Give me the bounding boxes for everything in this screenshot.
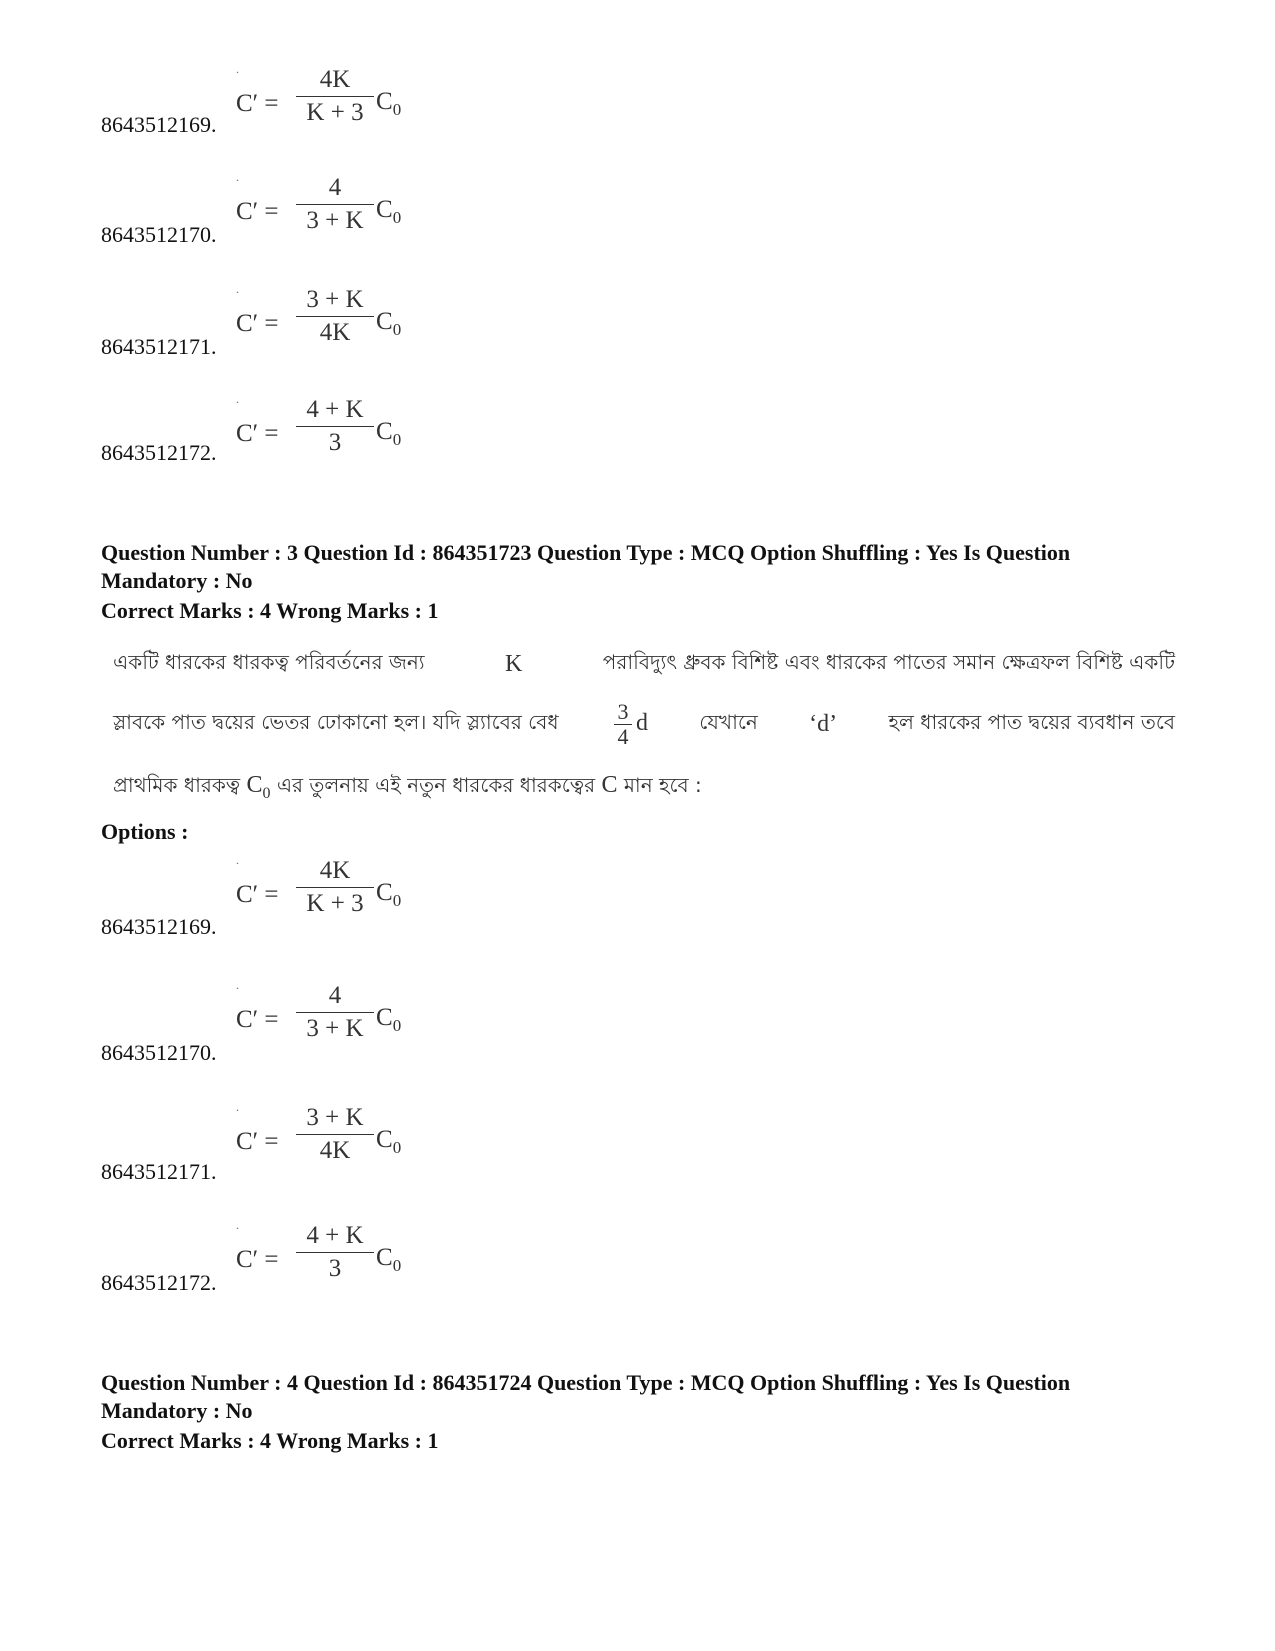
question-3-marks: Correct Marks : 4 Wrong Marks : 1: [101, 598, 439, 623]
question-text-line: একটি ধারকের ধারকত্ব পরিবর্তনের জন্য K পরাবিদ্যুৎ ধ্রুবক বিশিষ্ট এবং ধারকের পাতের সমান ক্ষেত্রফল বিশিষ্ট একটি: [113, 650, 1175, 677]
question-3-header: Question Number : 3 Question Id : 864351723 Question Type : MCQ Option Shuffling : Yes Is Question Mandatory : No: [101, 540, 1071, 593]
fraction: 4K K + 3: [296, 855, 374, 920]
option-formula: . C′ = 4K K + 3 $C_0$: [236, 853, 436, 931]
option-formula: . C′ = 4 3 + K $C_0$: [236, 978, 436, 1056]
option-id: 8643512172.: [101, 1270, 217, 1295]
fraction: 4 3 + K: [296, 172, 374, 237]
option-id: 8643512172.: [101, 440, 217, 465]
fraction: 4 3 + K: [296, 980, 374, 1045]
question-4-marks: Correct Marks : 4 Wrong Marks : 1: [101, 1428, 439, 1453]
question-3-text: [113, 648, 1175, 818]
option-formula: . C′ = 4 + K 3 $C_0$: [236, 392, 436, 470]
fraction: 3 + K 4K: [296, 1102, 374, 1167]
option-id: 8643512171.: [101, 1159, 217, 1184]
question-text-line: প্রাথমিক ধারকত্ব $C_0$ এর তুলনায় এই নতুন ধারকের ধারকত্বের C মান হবে :: [113, 772, 702, 802]
fraction: 4K K + 3: [296, 64, 374, 129]
option-id: 8643512169.: [101, 914, 217, 939]
option-formula: . C′ = 3 + K 4K $C_0$: [236, 282, 436, 360]
question-4-header: Question Number : 4 Question Id : 864351724 Question Type : MCQ Option Shuffling : Yes Is Question Mandatory : No: [101, 1370, 1071, 1423]
option-id: 8643512170.: [101, 1040, 217, 1065]
inline-fraction: $\frac{3}{4}$: [614, 700, 632, 749]
fraction: 4 + K 3: [296, 1220, 374, 1285]
option-formula: . C′ = 4 + K 3 $C_0$: [236, 1218, 436, 1296]
option-id: 8643512170.: [101, 222, 217, 247]
option-id: 8643512169.: [101, 112, 217, 137]
fraction: 3 + K 4K: [296, 284, 374, 349]
option-formula: . C′ = 3 + K 4K $C_0$: [236, 1100, 436, 1178]
option-id: 8643512171.: [101, 334, 217, 359]
fraction: 4 + K 3: [296, 394, 374, 459]
question-text-line: স্লাবকে পাত দ্বয়ের ভেতর ঢোকানো হল। যদি স্ল্যাবের বেধ $\frac{3}{4}$ d যেখানে ‘d’ হল ধারকের পাত দ্বয়ের ব্যবধান তবে: [113, 699, 1175, 749]
options-label: Options :: [101, 819, 189, 844]
option-formula: . C′ = 4K K + 3 $C_0$: [236, 62, 436, 140]
option-formula: . C′ = 4 3 + K $C_0$: [236, 170, 436, 248]
